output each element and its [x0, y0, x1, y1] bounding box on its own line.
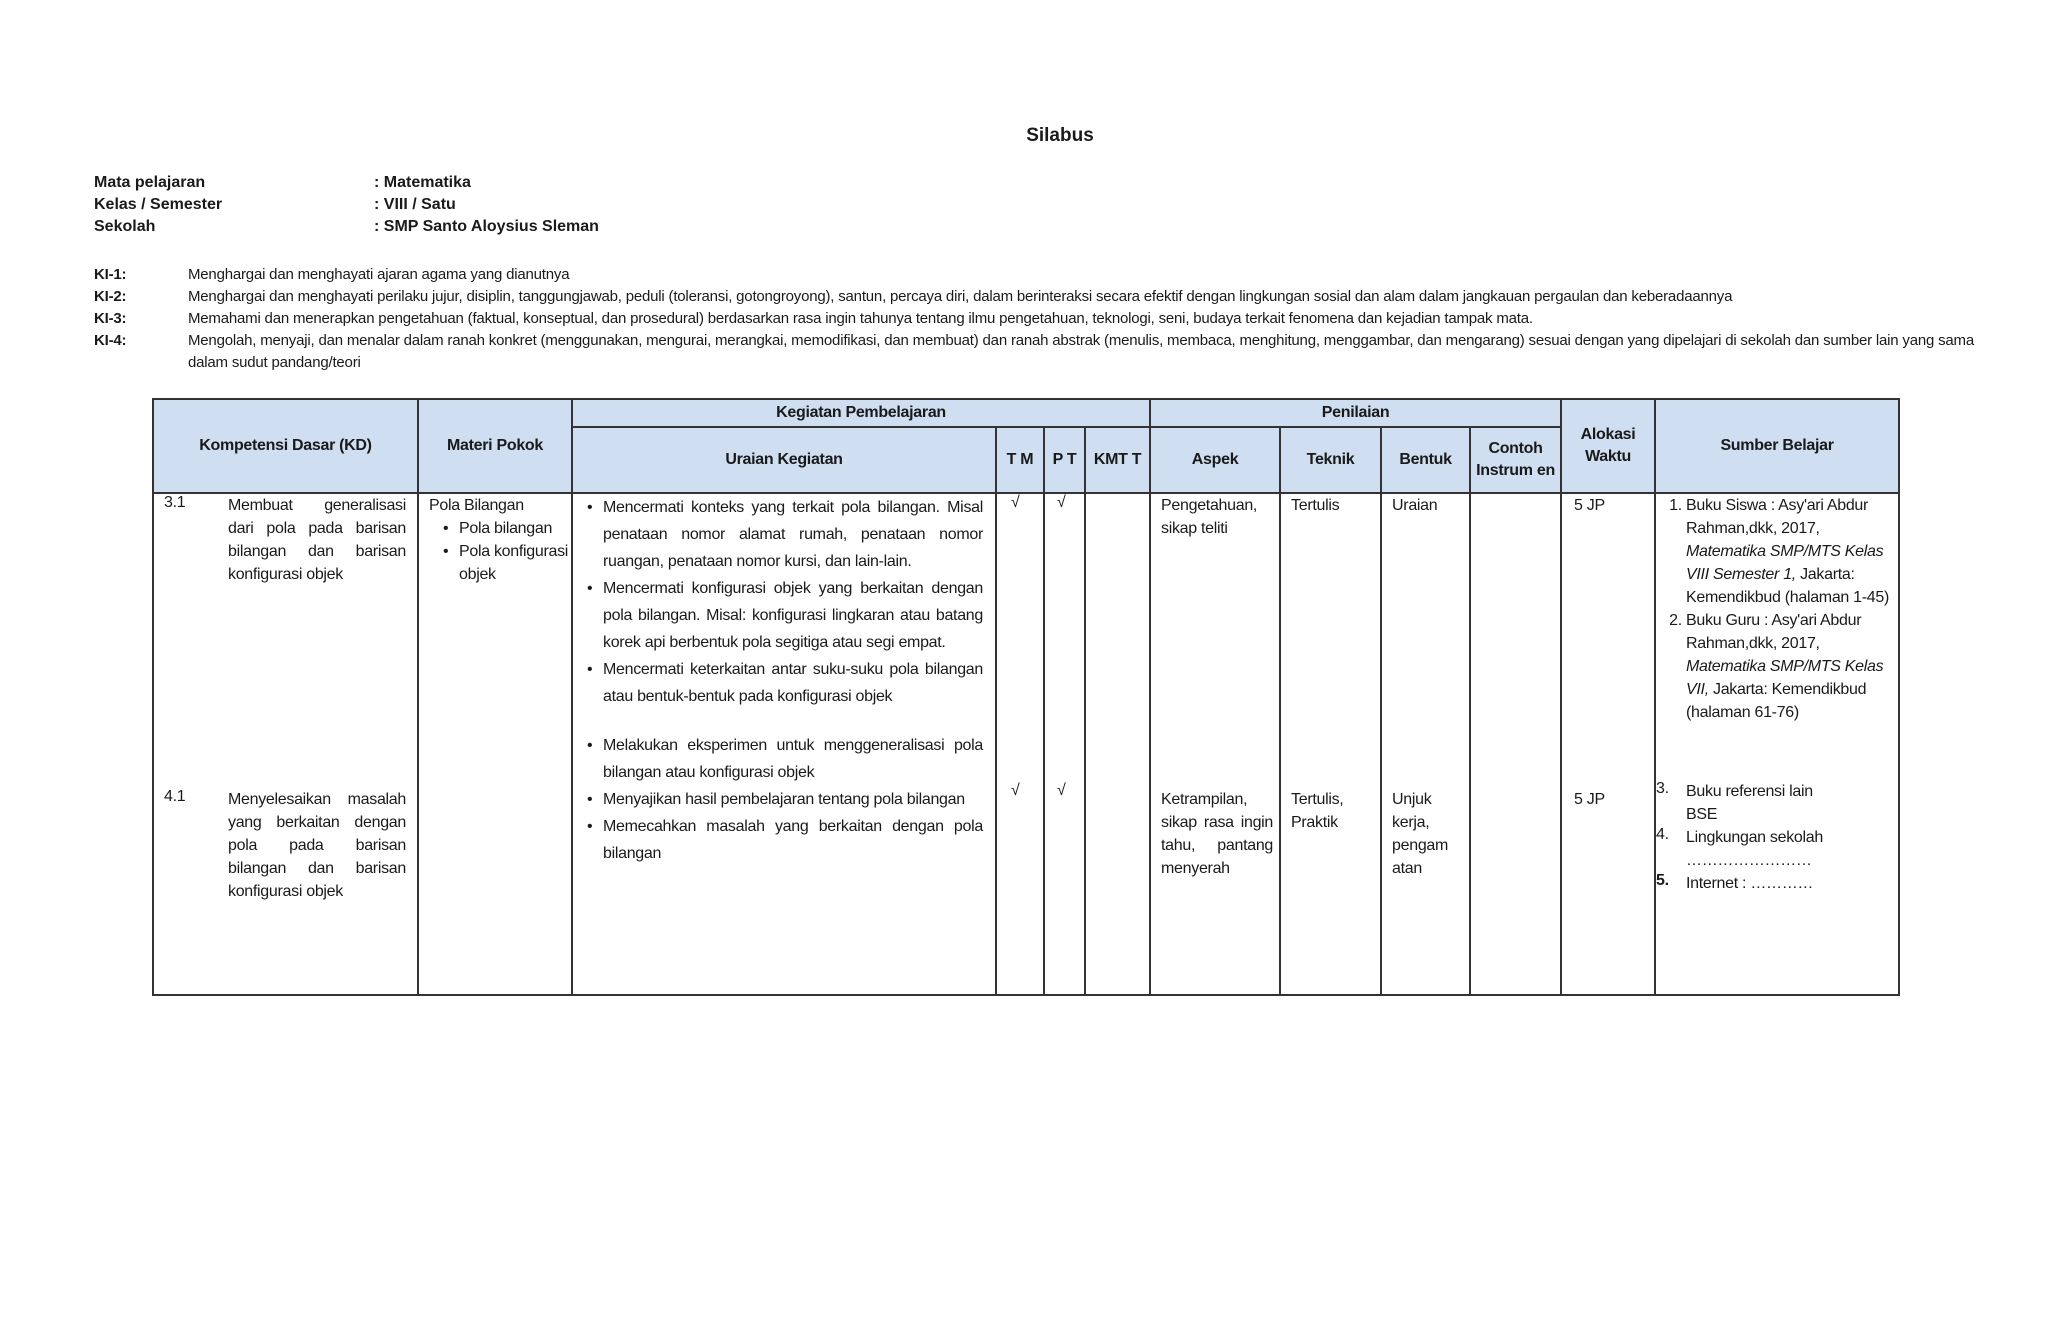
teknik-text: Tertulis: [1291, 497, 1340, 514]
header-kegiatan: Kegiatan Pembelajaran: [572, 399, 1150, 427]
sumber-text: Jakarta: Kemendikbud (halaman 1-45): [1686, 566, 1890, 606]
ki-value: Menghargai dan menghayati perilaku jujur, disiplin, tanggungjawab, peduli (toleransi, gotongroyong), santun, percaya diri, dalam berinteraksi secara efektif dengan lingkungan sosial dan alam dalam jangkauan pergaulan dan keberadaannya: [188, 288, 1733, 305]
meta-key: Kelas / Semester: [94, 196, 223, 213]
uraian-list-b: [583, 732, 983, 867]
header-penilaian: Penilaian: [1150, 399, 1561, 427]
header-kmtt: KMT T: [1085, 427, 1150, 493]
header-kd: Kompetensi Dasar (KD): [153, 399, 418, 493]
list-item: • Mencermati keterkaitan antar suku-suku pola bilangan atau bentuk-bentuk pada konfigurasi objek: [603, 656, 983, 710]
bentuk-text: Uraian: [1392, 497, 1438, 514]
sumber-number: 3.: [1656, 780, 1669, 797]
list-item: • Pola bilangan: [459, 517, 569, 540]
cell-materi: [418, 493, 572, 995]
ki-key: KI-4:: [94, 332, 127, 349]
sumber-number: 5.: [1656, 872, 1669, 889]
list-item: • Mencermati konteks yang terkait pola bilangan. Misal penataan nomor alamat rumah, penataan nomor ruangan, penataan nomor kursi, dan lain-lain.: [603, 494, 983, 575]
cell-aspek: [1150, 493, 1280, 995]
header-uraian: Uraian Kegiatan: [572, 427, 996, 493]
alokasi-text: 5 JP: [1574, 791, 1605, 808]
syllabus-table: [152, 398, 1900, 996]
meta-block: [94, 172, 599, 238]
bentuk-text: Unjuk kerja, pengam atan: [1392, 791, 1449, 877]
header-bentuk: Bentuk: [1381, 427, 1470, 493]
sumber-text: Buku referensi lain BSE: [1686, 783, 1813, 823]
sumber-book-title: Matematika SMP/MTS Kelas VII,: [1686, 658, 1884, 698]
check-mark: √: [1011, 494, 1020, 511]
cell-sumber: [1655, 493, 1899, 995]
sumber-book-title: Matematika SMP/MTS Kelas VIII Semester 1,: [1686, 543, 1884, 583]
meta-row: [94, 194, 599, 216]
list-item: [1686, 609, 1892, 724]
sumber-text: Buku Guru : Asy'ari Abdur Rahman,dkk, 2017,: [1686, 612, 1862, 652]
cell-kd: [153, 493, 418, 995]
header-tm: T M: [996, 427, 1044, 493]
materi-list: [429, 517, 569, 586]
meta-key: Sekolah: [94, 218, 156, 235]
cell-bentuk: [1381, 493, 1470, 995]
list-item: • Memecahkan masalah yang berkaitan dengan pola bilangan: [603, 813, 983, 867]
meta-value: : Matematika: [374, 174, 471, 191]
cell-kmtt: [1085, 493, 1150, 995]
meta-row: [94, 216, 599, 238]
ki-row: [94, 264, 1974, 286]
ki-row: [94, 330, 1974, 374]
ki-row: [94, 308, 1974, 330]
list-item: • Pola konfigurasi objek: [459, 540, 569, 586]
kd-number: 4.1: [164, 788, 186, 805]
header-pt: P T: [1044, 427, 1085, 493]
header-aspek: Aspek: [1150, 427, 1280, 493]
check-mark: √: [1011, 782, 1020, 799]
cell-teknik: [1280, 493, 1381, 995]
cell-pt: [1044, 493, 1085, 995]
sumber-list: [1656, 494, 1892, 724]
list-item: • Melakukan eksperimen untuk menggeneralisasi pola bilangan atau konfigurasi objek: [603, 732, 983, 786]
kd-text: Membuat generalisasi dari pola pada barisan bilangan dan barisan konfigurasi objek: [228, 497, 406, 583]
page-title: Silabus: [1026, 125, 1094, 146]
sumber-text: Lingkungan sekolah ……………………: [1686, 829, 1823, 869]
meta-row: [94, 172, 599, 194]
ki-key: KI-1:: [94, 266, 127, 283]
ki-key: KI-3:: [94, 310, 127, 327]
sumber-text: Buku Siswa : Asy'ari Abdur Rahman,dkk, 2017,: [1686, 497, 1869, 537]
header-teknik: Teknik: [1280, 427, 1381, 493]
ki-block: [94, 264, 1974, 374]
cell-contoh: [1470, 493, 1561, 995]
alokasi-text: 5 JP: [1574, 497, 1605, 514]
meta-key: Mata pelajaran: [94, 174, 206, 191]
list-item: • Mencermati konfigurasi objek yang berkaitan dengan pola bilangan. Misal: konfigurasi lingkaran atau batang korek api berbentuk pola segitiga atau segi empat.: [603, 575, 983, 656]
cell-uraian: [572, 493, 996, 995]
uraian-list-a: [583, 494, 983, 710]
aspek-text: Pengetahuan, sikap teliti: [1161, 497, 1258, 537]
meta-value: : SMP Santo Aloysius Sleman: [374, 218, 599, 235]
ki-value: Mengolah, menyaji, dan menalar dalam ranah konkret (menggunakan, mengurai, merangkai, memodifikasi, dan membuat) dan ranah abstrak (menulis, membaca, menghitung, menggambar, dan mengarang) sesuai dengan yang dipelajari di sekolah dan sumber lain yang sama dalam sudut pandang/teori: [188, 332, 1974, 371]
check-mark: √: [1057, 782, 1066, 799]
header-sumber: Sumber Belajar: [1655, 399, 1899, 493]
header-alokasi: Alokasi Waktu: [1561, 399, 1655, 493]
ki-value: Menghargai dan menghayati ajaran agama yang dianutnya: [188, 266, 570, 283]
header-materi: Materi Pokok: [418, 399, 572, 493]
materi-title: Pola Bilangan: [429, 497, 524, 514]
ki-value: Memahami dan menerapkan pengetahuan (faktual, konseptual, dan prosedural) berdasarkan rasa ingin tahunya tentang ilmu pengetahuan, teknologi, seni, budaya terkait fenomena dan kejadian tampak mata.: [188, 310, 1533, 327]
cell-alokasi: [1561, 493, 1655, 995]
kd-number: 3.1: [164, 494, 186, 511]
sumber-text: Internet : …………: [1686, 875, 1814, 892]
aspek-text: Ketrampilan, sikap rasa ingin tahu, pantang menyerah: [1161, 791, 1274, 877]
kd-text: Menyelesaikan masalah yang berkaitan dengan pola pada barisan bilangan dan barisan konfigurasi objek: [228, 791, 406, 900]
header-contoh: Contoh Instrum en: [1470, 427, 1561, 493]
list-item: [1686, 494, 1892, 609]
ki-key: KI-2:: [94, 288, 127, 305]
cell-tm: [996, 493, 1044, 995]
sumber-number: 4.: [1656, 826, 1669, 843]
sumber-text: Jakarta: Kemendikbud (halaman 61-76): [1686, 681, 1867, 721]
list-item: • Menyajikan hasil pembelajaran tentang pola bilangan: [603, 786, 983, 813]
ki-row: [94, 286, 1974, 308]
meta-value: : VIII / Satu: [374, 196, 456, 213]
check-mark: √: [1057, 494, 1066, 511]
teknik-text: Tertulis, Praktik: [1291, 791, 1344, 831]
